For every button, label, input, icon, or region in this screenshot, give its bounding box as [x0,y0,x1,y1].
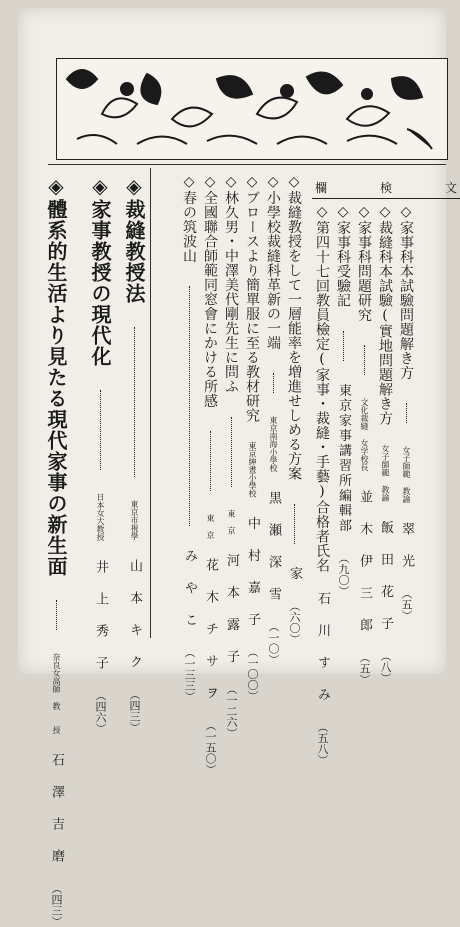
entry-page: （一〇） [267,621,280,665]
entry-title: ◇家事科本試驗問題解き方 [398,204,414,380]
feature-entry [120,174,149,733]
toc-entry [200,174,220,775]
section-heading-char: 欄 [314,180,327,195]
entry-affiliation: 女子師範 教諭 [381,444,390,502]
entry-page: （一〇〇） [246,646,259,702]
entry-affiliation: 東 京 [227,509,236,535]
entry-author: 中 村 嘉 子 [245,516,260,628]
entry-page: （五八） [316,721,329,766]
entry-author: 石 川 す み [315,591,330,703]
entry-page: （九〇） [337,552,350,597]
feature-title: ◈家事教授の現代化 [88,174,112,367]
entry-page: （一五〇） [204,720,217,775]
floral-ornament-icon [57,59,447,159]
feature-affiliation: 日本女大教授 [96,493,105,541]
entry-title: ◇裁縫教授をして一層能率を増進せしめる方案 [286,174,302,481]
feature-affiliation: 奈良女高師 教 授 [52,653,61,734]
toc-entry [333,204,353,597]
toc-entry [354,204,374,685]
entry-author: 東京家事講習所編輯部 [336,383,351,534]
entry-author: 翠 光 [399,522,414,569]
toc-entry [375,204,395,684]
entry-affiliation: 東京紳晝小學校 [248,441,257,498]
section-heading-char: 検 [379,180,392,195]
entry-title: ◇全國聯合師範同窓會にかける所感 [202,174,218,408]
entry-affiliation: 東京南海小學校 [269,416,278,472]
toc-entry [263,174,283,665]
entry-title: ◇ブロースより簡單服に至る教材研究 [244,174,260,423]
toc-entry [312,204,332,766]
entry-affiliation: 東 京 [206,514,215,539]
feature-title: ◈裁縫教授法 [122,174,146,304]
feature-author: 山 本 キ ク [127,559,142,670]
entry-title: ◇裁縫科本試驗(實地問題解き方 [377,204,393,426]
magazine-page [18,8,457,927]
toc-entry [242,174,262,702]
entry-author: 河 本 露 子 [224,553,239,665]
entry-author: 並 木 伊 三 郎 [357,490,372,633]
toc-entry [221,174,241,739]
entry-affiliation: 文化裁縫 女学校長 [360,398,369,471]
feature-entry [86,174,115,734]
toc-entry [284,174,304,645]
entry-page: （一二六） [225,683,238,739]
entry-title: ◇小學校裁縫科革新の一端 [265,174,281,350]
top-rule [48,164,446,165]
entry-page: （五） [400,588,413,621]
entry-page: （一三三） [183,647,196,702]
entry-title: ◇林久男・中澤美代剛先生に問ふ [223,174,239,394]
toc-entry [179,174,199,702]
entry-title: ◇家事科問題研究 [356,204,372,322]
feature-author: 石 澤 吉 磨 [49,753,64,864]
decorative-banner [56,58,448,160]
entry-author: 黒 瀬 深 雪 [266,491,281,602]
entry-title: ◇第四十七回教員檢定(家事・裁縫・手藝)合格者氏名 [314,204,330,573]
entry-title: ◇春の筑波山 [181,174,197,263]
entry-page: （八） [379,650,392,684]
feature-affiliation: 東京市視學 [130,500,139,540]
feature-entry [42,174,71,927]
entry-title: ◇家事科受驗記 [335,204,351,308]
entry-affiliation: 女子師範 教諭 [402,446,411,503]
entry-page: （五） [358,652,371,685]
feature-title: ◈體系的生活より見たる現代家事の新生面 [44,174,68,577]
entry-author: 飯 田 花 子 [378,520,393,632]
feature-page: （四三） [50,883,63,927]
toc-entry [396,204,416,621]
entry-author: 家 [287,566,302,582]
feature-page: （四三） [128,689,141,733]
section-heading-char: 文 [444,180,457,195]
entry-page: （六〇） [288,600,301,645]
section-heading [312,176,460,199]
entry-author: 花 木 チ サ ヲ [203,558,218,701]
entry-author: み や こ [182,549,197,628]
column-divider [150,168,151,638]
feature-author: 井 上 秀 子 [93,560,108,671]
feature-page: （四六） [94,690,107,734]
